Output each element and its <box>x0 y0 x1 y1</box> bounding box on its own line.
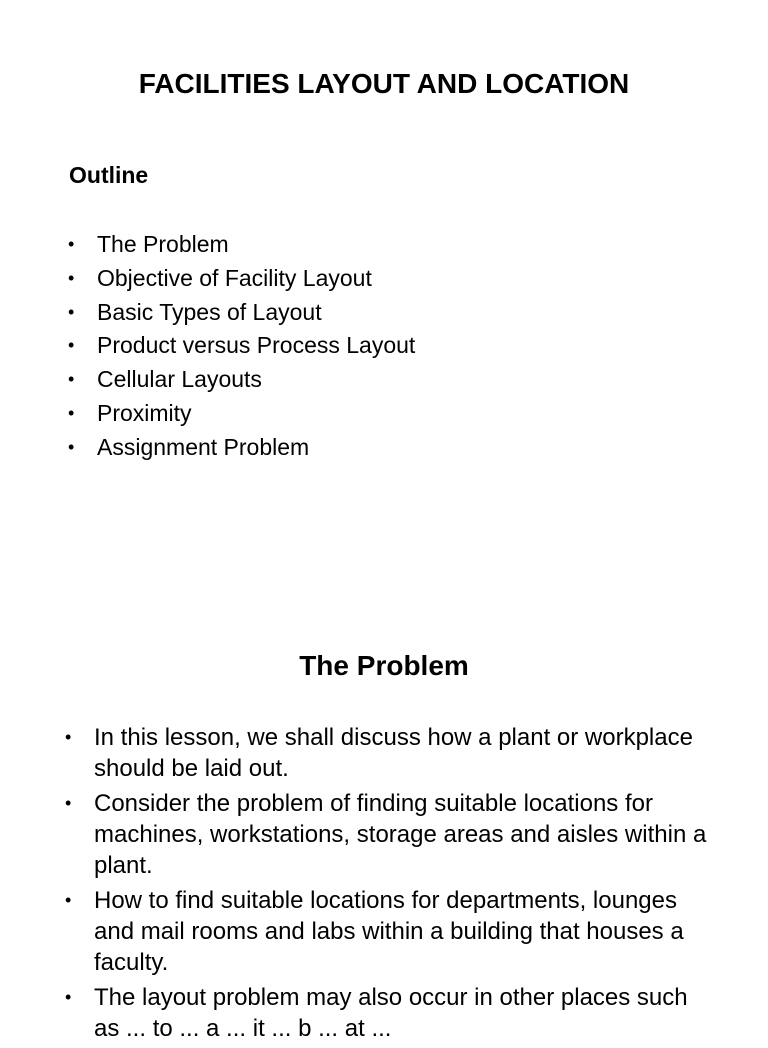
outline-item-text: Objective of Facility Layout <box>97 264 372 291</box>
bullet-icon: • <box>65 727 72 747</box>
bullet-icon: • <box>68 234 75 254</box>
outline-item <box>64 228 415 262</box>
bullet-icon: • <box>65 793 72 813</box>
section-title: The Problem <box>299 650 469 681</box>
bullet-icon: • <box>65 890 72 910</box>
outline-item <box>64 363 415 397</box>
problem-list <box>62 722 712 1048</box>
bullet-icon: • <box>68 335 75 356</box>
outline-item-text: Proximity <box>97 399 192 426</box>
bullet-icon: • <box>68 436 75 457</box>
outline-item-text: The Problem <box>97 231 229 257</box>
outline-item <box>64 431 415 465</box>
outline-item <box>64 329 415 363</box>
problem-item <box>62 982 712 1044</box>
problem-item <box>62 885 712 978</box>
problem-item <box>62 722 712 784</box>
outline-heading: Outline <box>69 162 149 188</box>
outline-item <box>64 262 415 296</box>
outline-item <box>64 397 415 431</box>
bullet-icon: • <box>68 369 75 390</box>
document-title: FACILITIES LAYOUT AND LOCATION <box>138 68 630 99</box>
outline-list <box>64 228 415 465</box>
problem-item-text: How to find suitable locations for departments, lounges and mail rooms and labs within a building that houses a faculty. <box>94 887 684 976</box>
outline-item-text: Assignment Problem <box>97 433 310 460</box>
outline-item <box>64 296 415 330</box>
problem-item-text: In this lesson, we shall discuss how a plant or workplace should be laid out. <box>94 724 693 782</box>
bullet-icon: • <box>68 301 75 322</box>
bullet-icon: • <box>65 987 72 1007</box>
bullet-icon: • <box>68 267 75 288</box>
outline-item-text: Cellular Layouts <box>97 366 262 393</box>
problem-item-text: Consider the problem of finding suitable locations for machines, workstations, storage areas and aisles within a plant. <box>94 790 707 879</box>
bullet-icon: • <box>68 402 75 423</box>
problem-item <box>62 788 712 881</box>
outline-item-text: Basic Types of Layout <box>97 298 322 325</box>
problem-item-text: The layout problem may also occur in other places such as ... to ... a ... it ... b ... at ... <box>94 984 688 1042</box>
outline-item-text: Product versus Process Layout <box>97 332 416 359</box>
